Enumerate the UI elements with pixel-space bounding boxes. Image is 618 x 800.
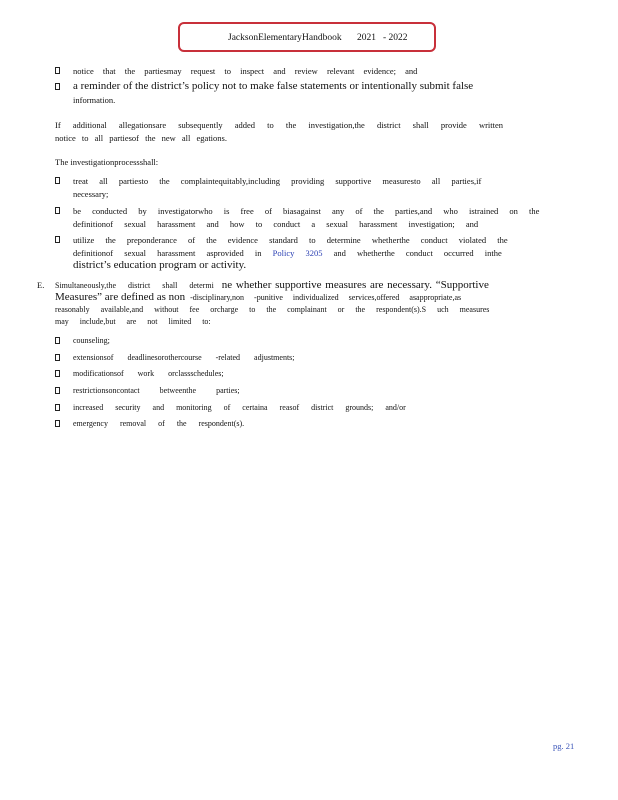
paragraph-line: If additional allegationsare subsequently added to the investigation,the district shall provide written: [55, 120, 504, 130]
bullet-marker: [55, 386, 60, 396]
bullet-marker: [55, 336, 60, 346]
bullet-marker: [55, 235, 60, 245]
header-box: [178, 22, 436, 52]
section-e-segment: Simultaneously,the district shall determi: [55, 281, 214, 290]
header-year-end: - 2022: [383, 33, 408, 43]
bullet-text: be conducted by investigatorwho is free of biasagainst any of the parties,and who istrained on the: [73, 206, 540, 216]
bullet-marker: [55, 419, 60, 429]
bullet-marker: [55, 206, 60, 216]
header-year-start: 2021: [357, 33, 376, 43]
bullet-text-segment: definitionof sexual harassment asprovided in: [73, 248, 262, 258]
bullet-marker: [55, 403, 60, 413]
section-e-segment: Measures” are defined as non: [55, 291, 186, 303]
measure-item: counseling;: [73, 336, 110, 345]
section-letter: E.: [37, 280, 45, 290]
header-school: JacksonElementary: [228, 33, 302, 43]
bullet-text: information.: [73, 95, 116, 105]
policy-link[interactable]: Policy 3205: [272, 248, 323, 258]
section-e-segment: ne whether supportive measures are necessary. “Supportive: [221, 279, 489, 291]
section-e-line: reasonably available,and without fee orcharge to the complainant or the respondent(s).S uch measures: [55, 305, 490, 314]
bullet-text: utilize the preponderance of the evidence standard to determine whetherthe conduct violated the: [73, 235, 508, 245]
process-intro: The investigationprocessshall:: [55, 157, 159, 167]
bullet-marker: [55, 82, 60, 92]
bullet-text: definitionof sexual harassment and how to conduct a sexual harassment investigation; and: [73, 219, 479, 229]
bullet-text: district’s education program or activity.: [73, 259, 247, 271]
measure-item: emergency removal of the respondent(s).: [73, 419, 245, 428]
measure-item: modificationsof work orclassschedules;: [73, 369, 224, 378]
section-e-segment: -disciplinary,non -punitive individualized services,offered asappropriate,as: [190, 293, 462, 302]
bullet-marker: [55, 176, 60, 186]
header-handbook: Handbook: [302, 33, 342, 43]
measure-item: restrictionsoncontact betweenthe parties;: [73, 386, 240, 395]
paragraph-line: notice to all partiesof the new all egations.: [55, 133, 227, 143]
bullet-text: [73, 248, 502, 258]
section-e-line: may include,but are not limited to:: [55, 317, 211, 326]
bullet-marker: [55, 353, 60, 363]
bullet-marker: [55, 66, 60, 76]
page-number: pg. 21: [553, 741, 575, 751]
section-e-line: [55, 280, 489, 291]
bullet-text: a reminder of the district’s policy not to make false statements or intentionally submit false: [73, 80, 474, 92]
bullet-text: notice that the partiesmay request to inspect and review relevant evidence; and: [73, 66, 418, 76]
bullet-text: treat all partiesto the complaintequitably,including providing supportive measuresto all parties,if: [73, 176, 482, 186]
bullet-marker: [55, 369, 60, 379]
bullet-text-segment: and whetherthe conduct occurred inthe: [333, 248, 502, 258]
measure-item: increased security and monitoring of certaina reasof district grounds; and/or: [73, 403, 406, 412]
section-e-line: [55, 292, 461, 303]
bullet-text: necessary;: [73, 189, 109, 199]
measure-item: extensionsof deadlinesorothercourse -related adjustments;: [73, 353, 295, 362]
